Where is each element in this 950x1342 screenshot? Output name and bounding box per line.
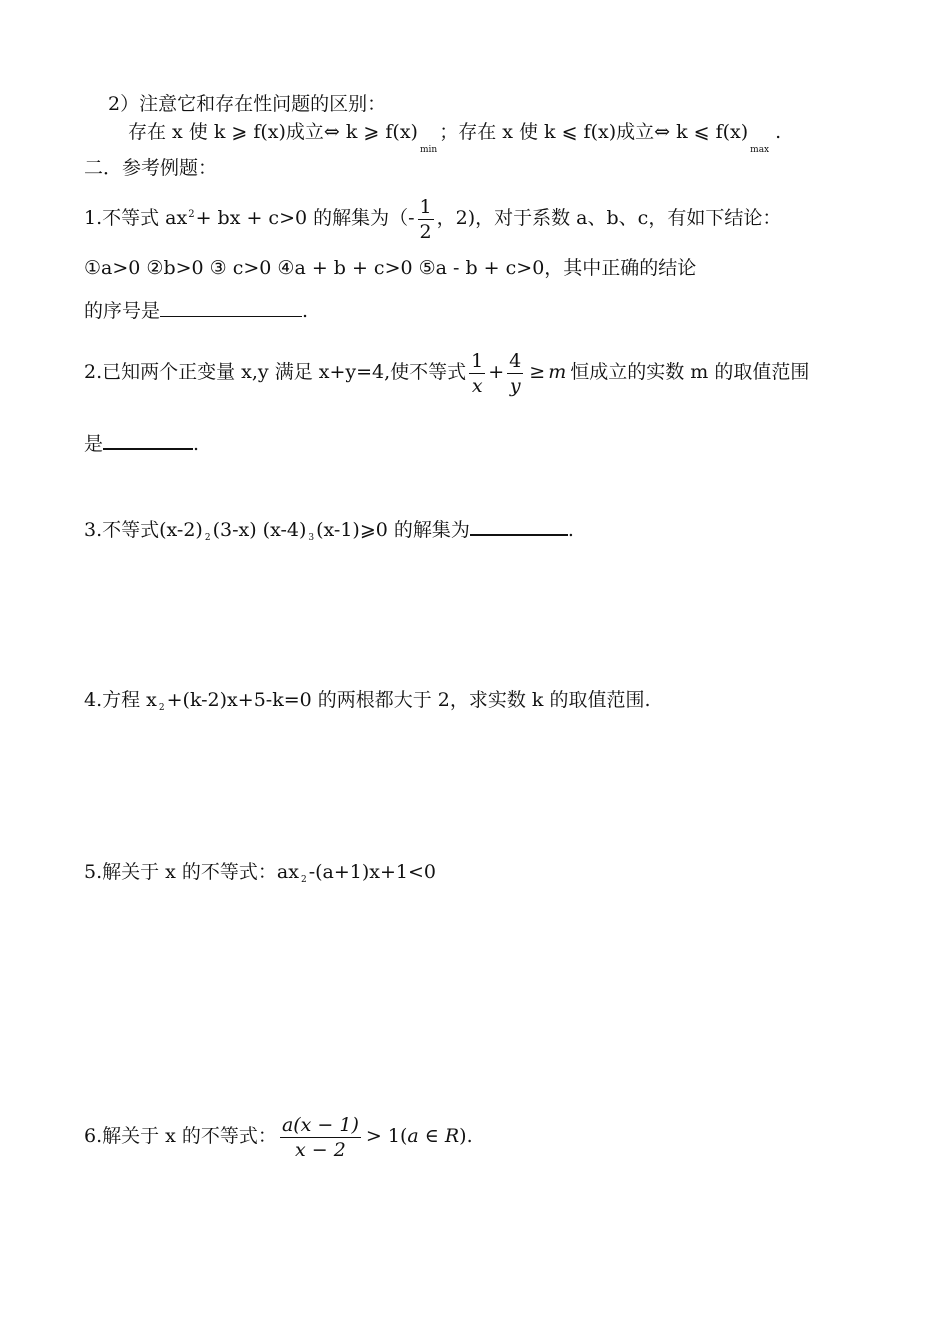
answer-blank-3[interactable] — [470, 516, 568, 536]
question-1: 1.不等式 $ax^2+$ bx + c>0 的解集为（- $\frac{1}{2}$ ，2)，对于系数 a、b、c，有如下结论： — [84, 195, 782, 243]
fraction-one-half: $\frac{1}{2}$ — [419, 195, 432, 243]
max-subscript: max — [750, 145, 770, 155]
fraction-4-over-y: $\frac{4}{y}$ — [509, 349, 522, 397]
fraction-a-x-minus-1-over-x-minus-2: $\frac{a(x - 1)}{x - 2}$ — [281, 1113, 359, 1161]
note-heading: 2）注意它和存在性问题的区别： — [108, 93, 387, 115]
fraction-1-over-x: $\frac{1}{x}$ — [471, 349, 484, 397]
note-existence-line: 存在 x 使 k ⩾ f(x)成立⇔ k ⩾ $f(x)_{min}$；存在 x 使 k ⩽ f(x)成立⇔ k ⩽ $f(x)_{max}$. — [128, 121, 782, 155]
answer-blank-1[interactable] — [160, 298, 302, 317]
question-1-tail: 的序号是 . — [84, 300, 309, 322]
question-4: 4.方程 x $_2$ +(k-2)x+5-k=0 的两根都大于 2，求实数 k 的取值范围. — [84, 689, 651, 713]
question-2-tail: 是 . — [84, 430, 199, 456]
answer-blank-2[interactable] — [103, 430, 193, 450]
min-subscript: min — [419, 145, 438, 155]
section-heading: 二．参考例题： — [84, 157, 218, 179]
question-6: 6.解关于 x 的不等式： $\frac{a(x - 1)}{x - 2}$ > 1(a ∈ R). — [84, 1113, 473, 1161]
question-2: 2.已知两个正变量 x,y 满足 x+y=4,使不等式 $\frac{1}{x}$ + $\frac{4}{y}$ ≥ m 恒成立的实数 m 的取值范围 — [84, 349, 810, 397]
question-5: 5.解关于 x 的不等式：ax $_2$ -(a+1)x+1<0 — [84, 861, 437, 885]
question-3: 3.不等式(x-2) $_2$ (3-x) (x-4) $_3$ (x-1)⩾0 的解集为 . — [84, 516, 574, 546]
question-1-options: ①a>0 ②b>0 ③ c>0 ④a + b + c>0 ⑤a - b + c>0，其中正确的结论 — [84, 257, 697, 279]
